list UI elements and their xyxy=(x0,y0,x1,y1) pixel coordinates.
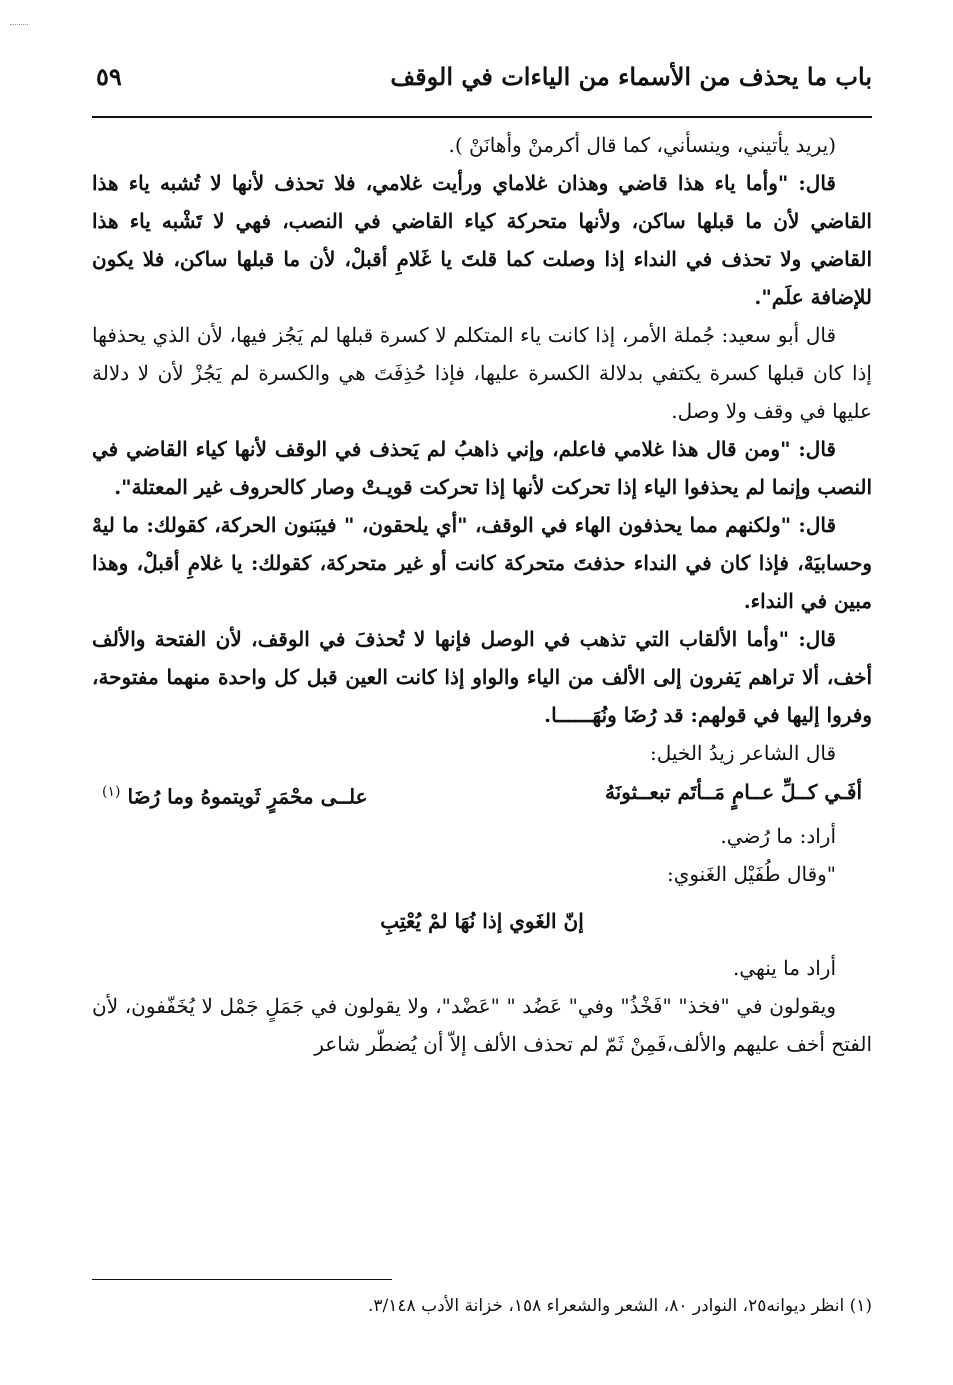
verse-first-hemistich: أفَـي كــلِّ عــامٍ مَــأتَم تبعــثونَهُ xyxy=(604,780,862,804)
after-verse-2: "وقال طُفَيْل الغَنوي: xyxy=(666,861,836,886)
page-header xyxy=(92,50,872,102)
footnote-ref: (١) xyxy=(102,784,121,800)
page xyxy=(92,50,872,1316)
closing-1: أراد ما ينهي. xyxy=(732,955,836,980)
scan-margin-mark xyxy=(10,24,28,37)
paragraph-3: قال أبو سعيد: جُملة الأمر، إذا كانت ياء المتكلم لا كسرة قبلها لم يَجُز فيها، لأن الذي يحذفها إذا كان قبلها كسرة يكتفي بدلالة الكسرة عليها، فإذا حُذِفَتَ هي والكسرة لم يَجُزْ لأن لا دلالة عليها في وقف ولا وصل. xyxy=(92,323,872,423)
closing-2: ويقولون في "فخذ" "فَخْذُ" وفي" عَضُد " "عَضْد"، ولا يقولون في جَمَلٍ جَمْل لا يُخَفّفون، لأن الفتح أخف عليهم والألف،فَمِنْ ثَمّ لم تحذف الألف إلاّ أن يُضطّر شاعر xyxy=(92,993,872,1056)
paragraph-6: قال: "وأما الألقاب التي تذهب في الوصل فإنها لا تُحذفَ في الوقف، لأن الفتحة والألف أخف، ألا تراهم يَفرون إلى الألف من الياء والواو إذا كانت العين قبل كل واحدة منهما مفتوحة، وفروا إليها في قولهم: قد رُضَا ونُهَــــــا. xyxy=(92,627,872,727)
paragraph-5: قال: "ولكنهم مما يحذفون الهاء في الوقف، "أي يلحقون، " فيبَنون الحركة، كقولك: ما ليهْ وحسابيَهْ، فإذا كان في النداء حذفتَ متحركة كانت أو غير متحركة، كقولك: يا غلامِ أقبلْ، وهذا مبين في النداء. xyxy=(92,513,872,613)
footnote: (١) انظر ديوانه٢٥، النوادر ٨٠، الشعر والشعراء ١٥٨، خزانة الأدب ٣/١٤٨. xyxy=(368,1296,872,1316)
paragraph-7: قال الشاعر زيدُ الخيل: xyxy=(649,741,836,765)
quote-line: إنّ الغَوي إذا نُهَا لمْ يُعْتِبِ xyxy=(380,908,584,933)
verse-second-hemistich: علــى محْمَرٍ ثَويتموهُ وما رُضَا $^{(١)}$ xyxy=(102,784,368,809)
poetry-verse xyxy=(92,772,872,817)
paragraph-2: قال: "وأما ياء هذا قاضي وهذان غلاماي ورأيت غلامي، فلا تحذف لأنها لا تُشبه ياء هذا القاضي لأن ما قبلها ساكن، ولأنها متحركة كياء القاضي في النصب، فهي لا تَشْبه ياء هذا القاضي ولا تحذف في النداء إذا وصلت كما قلتَ يا غَلامِ أقبلْ، لأن ما قبلها ساكن، فلا يكون للإضافة علَم". xyxy=(92,171,872,309)
footnote-rule xyxy=(92,1279,392,1280)
page-number: ٥٩ xyxy=(96,62,122,91)
paragraph-4: قال: "ومن قال هذا غلامي فاعلم، وإني ذاهبُ لم يَحذف في الوقف لأنها كياء القاضي في النصب وإنما لم يحذفوا الياء إذا تحركت لأنها إذا تحركت قويـتْ وصار كالحروف غير المعتلة". xyxy=(92,437,872,499)
page-body xyxy=(92,126,872,1063)
paragraph-1: (يريد يأتيني، وينسأني، كما قال أكرمنْ وأهانَنْ ). xyxy=(448,133,836,157)
running-title: باب ما يحذف من الأسماء من الياءات في الوقف xyxy=(390,62,872,91)
after-verse-1: أراد: ما رُضي. xyxy=(720,823,836,848)
header-rule xyxy=(92,116,872,118)
